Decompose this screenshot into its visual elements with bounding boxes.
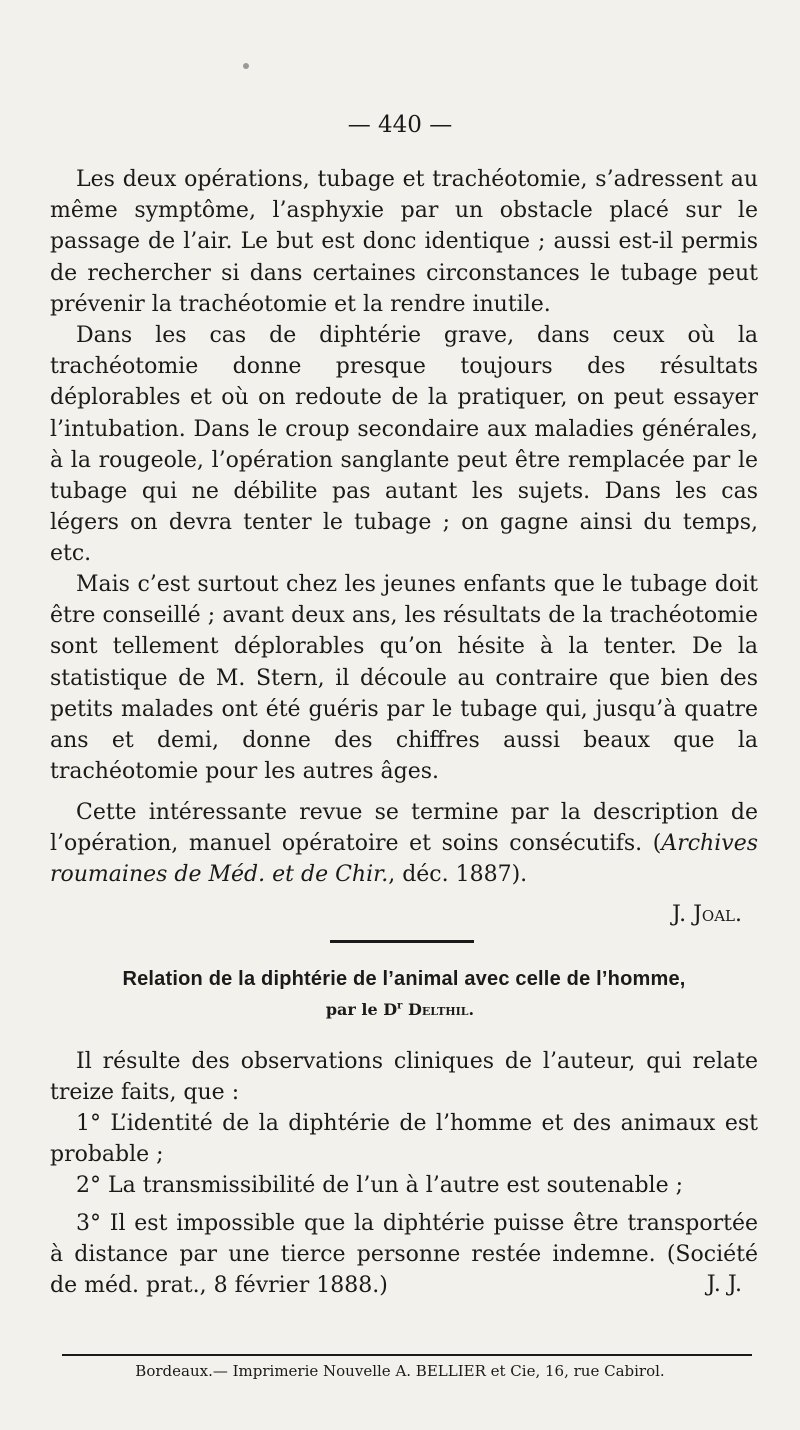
paragraph-3: Mais c’est surtout chez les jeunes enfants que le tubage doit être conseillé ; avant deux ans, les résultats de la trachéotomie sont tellement déplorables qu’on hésite à la tenter. De la statistique de M. Stern, il découle au contraire que bien des petits malades ont été guéris par le tubage qui, jusqu’à quatre ans et demi, donne des chiffres aussi beaux que la trachéotomie pour les autres âges. [50, 572, 758, 785]
paragraph-4-text: Cette intéressante revue se termine par la description de l’opération, manuel opératoire et soins consécutifs. ( [50, 800, 758, 857]
signature-jj: J. J. [706, 1272, 742, 1297]
section-title: Relation de la diphtérie de l’animal avec celle de l’homme, [122, 968, 686, 990]
paragraph-4 [50, 797, 758, 891]
footer-rule [62, 1354, 752, 1356]
page-number: — 440 — [347, 112, 453, 138]
citation-journal: Archives roumaines de Méd. et de Chir. [50, 831, 758, 888]
section-byline [0, 1000, 800, 1019]
paragraph-2: Dans les cas de diphtérie grave, dans ceux où la trachéotomie donne presque toujours des résultats déplorables et où on redoute de la pratiquer, on peut essayer l’intubation. Dans le croup secondaire aux maladies générales, à la rougeole, l’opération sanglante peut être remplacée par le tubage qui ne débilite pas autant les sujets. Dans les cas légers on devra tenter le tubage ; on gagne ainsi du temps, etc. [50, 323, 758, 567]
ink-speck [243, 63, 249, 69]
paragraph-4-end: , déc. 1887). [388, 862, 528, 888]
list-item-1: 1° L’identité de la diphtérie de l’homme et des animaux est probable ; [50, 1111, 758, 1168]
section-divider [330, 940, 474, 943]
byline-author: Delthil. [407, 1000, 475, 1019]
paragraph-1: Les deux opérations, tubage et trachéotomie, s’adressent au même symptôme, l’asphyxie par un obstacle placé sur le passage de l’air. Le but est donc identique ; aussi est-il permis de rechercher si dans certaines circonstances le tubage peut prévenir la trachéotomie et la rendre inutile. [50, 167, 758, 317]
list-item-3: 3° Il est impossible que la diphtérie puisse être transportée à distance par une tierce personne restée indemne. (Société de méd. prat., 8 février 1888.) [50, 1211, 758, 1299]
byline-sup: r [397, 1000, 403, 1012]
byline-prefix: par le D [325, 1000, 398, 1019]
list-item-2: 2° La transmissibilité de l’un à l’autre est soutenable ; [76, 1173, 683, 1198]
printer-imprint: Bordeaux.— Imprimerie Nouvelle A. BELLIER et Cie, 16, rue Cabirol. [135, 1362, 665, 1380]
signature-joal: J. Joal. [671, 902, 742, 927]
paragraph-5: Il résulte des observations cliniques de l’auteur, qui relate treize faits, que : [50, 1049, 758, 1106]
